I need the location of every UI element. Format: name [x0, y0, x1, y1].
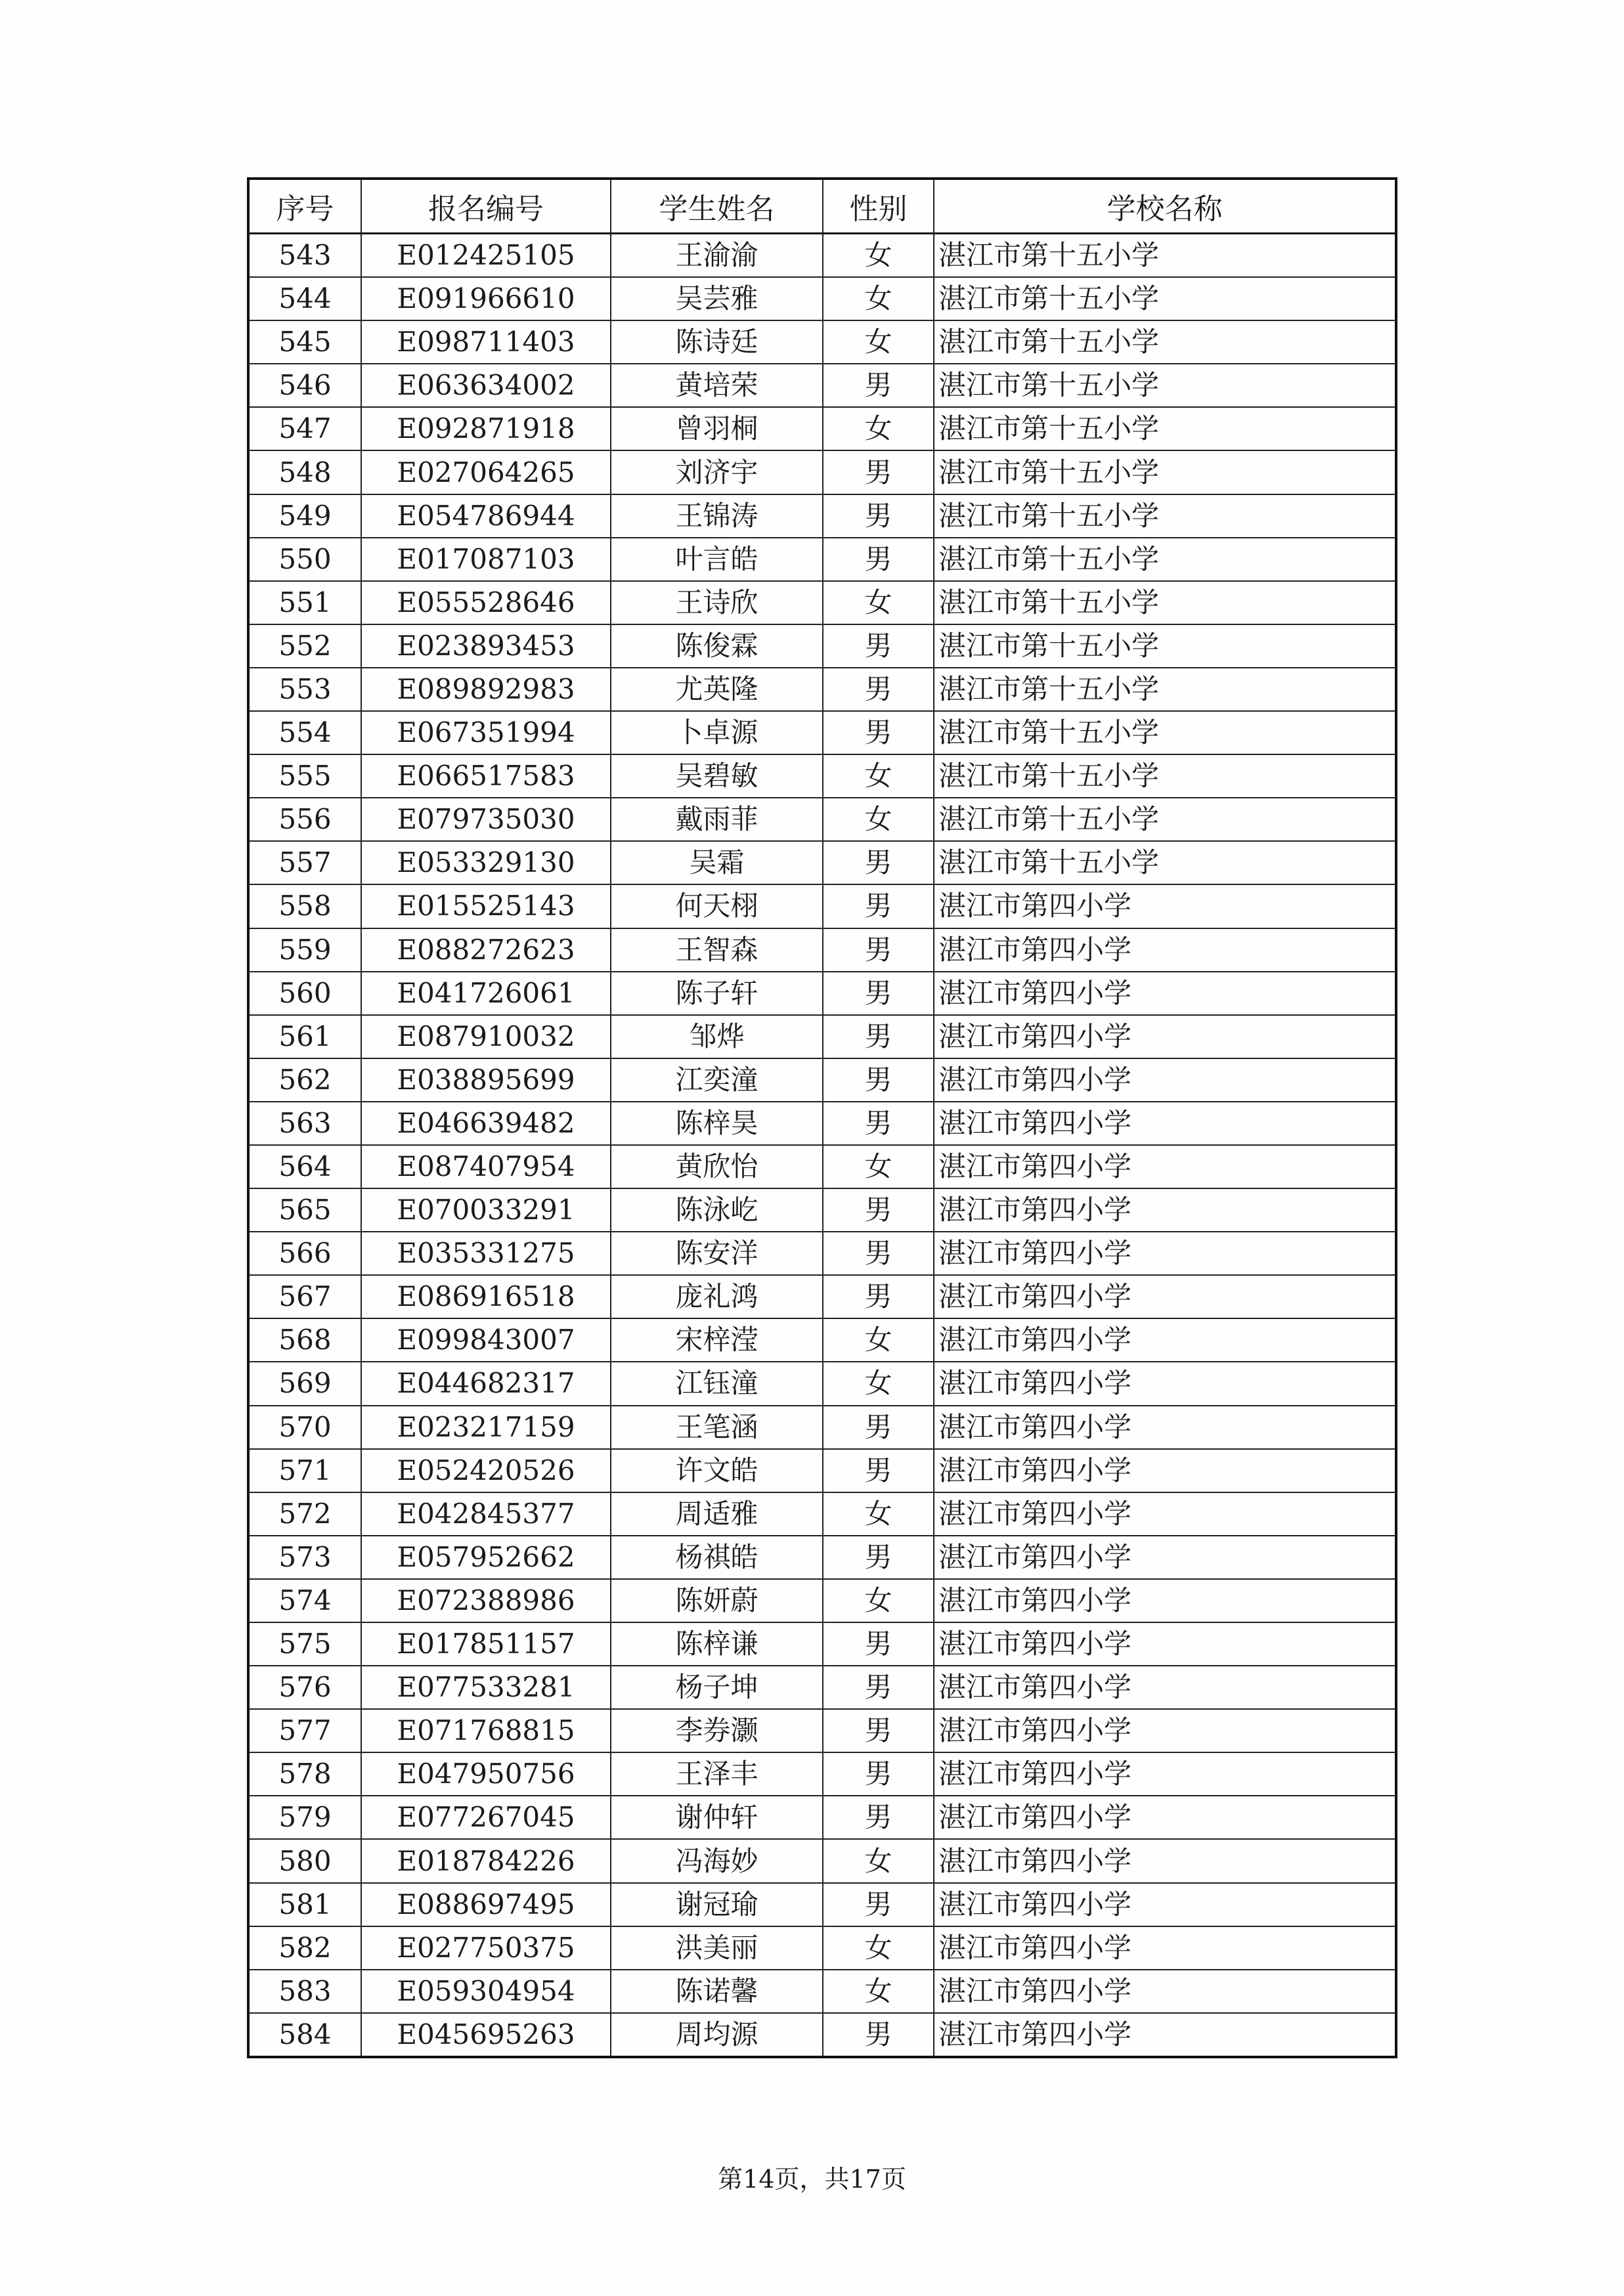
- school-name-cell: 湛江市第十五小学: [934, 711, 1396, 754]
- table-row: [248, 364, 1396, 407]
- gender-cell: 女: [823, 1926, 934, 1970]
- gender-cell: 女: [823, 581, 934, 624]
- registration-id-cell: E088272623: [361, 928, 611, 972]
- student-name-cell: 陈子轩: [611, 972, 823, 1015]
- table-row: [248, 668, 1396, 711]
- student-name-cell: 王渝渝: [611, 234, 823, 278]
- gender-cell: 男: [823, 1709, 934, 1752]
- school-name-cell: 湛江市第四小学: [934, 1102, 1396, 1145]
- student-name-cell: 周适雅: [611, 1492, 823, 1536]
- school-name-cell: 湛江市第四小学: [934, 1492, 1396, 1536]
- table-row: [248, 450, 1396, 494]
- gender-cell: 女: [823, 277, 934, 320]
- table-row: [248, 234, 1396, 278]
- table-row: [248, 1058, 1396, 1102]
- registration-id-cell: E027750375: [361, 1926, 611, 1970]
- registration-id-cell: E012425105: [361, 234, 611, 278]
- table-row: [248, 754, 1396, 798]
- serial-number-cell: 581: [248, 1883, 361, 1926]
- header-serial-number: 序号: [248, 179, 361, 234]
- student-roster-table: [247, 177, 1397, 2058]
- serial-number-cell: 556: [248, 798, 361, 841]
- school-name-cell: 湛江市第四小学: [934, 1709, 1396, 1752]
- table-row: [248, 494, 1396, 538]
- student-name-cell: 黄培荣: [611, 364, 823, 407]
- table-row: [248, 1970, 1396, 2013]
- student-name-cell: 邹烨: [611, 1015, 823, 1058]
- student-name-cell: 陈俊霖: [611, 624, 823, 668]
- registration-id-cell: E089892983: [361, 668, 611, 711]
- gender-cell: 男: [823, 1275, 934, 1318]
- registration-id-cell: E035331275: [361, 1232, 611, 1275]
- gender-cell: 男: [823, 1666, 934, 1709]
- student-name-cell: 尤英隆: [611, 668, 823, 711]
- school-name-cell: 湛江市第四小学: [934, 1970, 1396, 2013]
- school-name-cell: 湛江市第十五小学: [934, 624, 1396, 668]
- gender-cell: 女: [823, 1145, 934, 1188]
- student-name-cell: 陈安洋: [611, 1232, 823, 1275]
- serial-number-cell: 570: [248, 1406, 361, 1449]
- school-name-cell: 湛江市第四小学: [934, 1839, 1396, 1882]
- serial-number-cell: 543: [248, 234, 361, 278]
- gender-cell: 男: [823, 2013, 934, 2057]
- gender-cell: 男: [823, 1883, 934, 1926]
- table-row: [248, 1536, 1396, 1579]
- serial-number-cell: 547: [248, 407, 361, 450]
- school-name-cell: 湛江市第十五小学: [934, 407, 1396, 450]
- student-name-cell: 王泽丰: [611, 1752, 823, 1796]
- student-name-cell: 李券灏: [611, 1709, 823, 1752]
- gender-cell: 女: [823, 407, 934, 450]
- school-name-cell: 湛江市第十五小学: [934, 450, 1396, 494]
- serial-number-cell: 574: [248, 1579, 361, 1622]
- registration-id-cell: E045695263: [361, 2013, 611, 2057]
- registration-id-cell: E092871918: [361, 407, 611, 450]
- serial-number-cell: 559: [248, 928, 361, 972]
- table-row: [248, 1275, 1396, 1318]
- table-row: [248, 928, 1396, 972]
- table-row: [248, 1622, 1396, 1666]
- school-name-cell: 湛江市第十五小学: [934, 234, 1396, 278]
- student-name-cell: 许文皓: [611, 1449, 823, 1492]
- table-row: [248, 1449, 1396, 1492]
- student-name-cell: 曾羽桐: [611, 407, 823, 450]
- registration-id-cell: E038895699: [361, 1058, 611, 1102]
- gender-cell: 男: [823, 1536, 934, 1579]
- student-name-cell: 戴雨菲: [611, 798, 823, 841]
- serial-number-cell: 571: [248, 1449, 361, 1492]
- student-name-cell: 王锦涛: [611, 494, 823, 538]
- serial-number-cell: 565: [248, 1188, 361, 1232]
- registration-id-cell: E017087103: [361, 538, 611, 581]
- student-name-cell: 宋梓滢: [611, 1318, 823, 1362]
- student-name-cell: 王智森: [611, 928, 823, 972]
- table-row: [248, 884, 1396, 928]
- serial-number-cell: 582: [248, 1926, 361, 1970]
- student-name-cell: 陈妍蔚: [611, 1579, 823, 1622]
- school-name-cell: 湛江市第十五小学: [934, 581, 1396, 624]
- gender-cell: 男: [823, 928, 934, 972]
- gender-cell: 男: [823, 1449, 934, 1492]
- gender-cell: 男: [823, 1406, 934, 1449]
- table-row: [248, 1015, 1396, 1058]
- table-row: [248, 2013, 1396, 2057]
- gender-cell: 女: [823, 1839, 934, 1882]
- table-row: [248, 972, 1396, 1015]
- registration-id-cell: E054786944: [361, 494, 611, 538]
- serial-number-cell: 572: [248, 1492, 361, 1536]
- header-registration-id: 报名编号: [361, 179, 611, 234]
- table-row: [248, 1752, 1396, 1796]
- serial-number-cell: 548: [248, 450, 361, 494]
- header-school-name: 学校名称: [934, 179, 1396, 234]
- serial-number-cell: 560: [248, 972, 361, 1015]
- student-name-cell: 陈诗廷: [611, 320, 823, 364]
- table-row: [248, 1709, 1396, 1752]
- registration-id-cell: E042845377: [361, 1492, 611, 1536]
- gender-cell: 男: [823, 450, 934, 494]
- table-row: [248, 1188, 1396, 1232]
- table-row: [248, 711, 1396, 754]
- student-name-cell: 陈梓谦: [611, 1622, 823, 1666]
- serial-number-cell: 584: [248, 2013, 361, 2057]
- school-name-cell: 湛江市第四小学: [934, 1449, 1396, 1492]
- registration-id-cell: E070033291: [361, 1188, 611, 1232]
- table-row: [248, 1406, 1396, 1449]
- school-name-cell: 湛江市第四小学: [934, 1536, 1396, 1579]
- gender-cell: 男: [823, 711, 934, 754]
- student-name-cell: 刘济宇: [611, 450, 823, 494]
- school-name-cell: 湛江市第四小学: [934, 1796, 1396, 1839]
- serial-number-cell: 557: [248, 841, 361, 884]
- school-name-cell: 湛江市第四小学: [934, 884, 1396, 928]
- gender-cell: 女: [823, 798, 934, 841]
- table-row: [248, 624, 1396, 668]
- registration-id-cell: E087910032: [361, 1015, 611, 1058]
- school-name-cell: 湛江市第十五小学: [934, 494, 1396, 538]
- serial-number-cell: 550: [248, 538, 361, 581]
- registration-id-cell: E067351994: [361, 711, 611, 754]
- registration-id-cell: E071768815: [361, 1709, 611, 1752]
- student-name-cell: 谢仲轩: [611, 1796, 823, 1839]
- registration-id-cell: E087407954: [361, 1145, 611, 1188]
- gender-cell: 女: [823, 234, 934, 278]
- registration-id-cell: E041726061: [361, 972, 611, 1015]
- student-name-cell: 王笔涵: [611, 1406, 823, 1449]
- registration-id-cell: E052420526: [361, 1449, 611, 1492]
- school-name-cell: 湛江市第十五小学: [934, 841, 1396, 884]
- student-name-cell: 叶言皓: [611, 538, 823, 581]
- gender-cell: 男: [823, 1232, 934, 1275]
- registration-id-cell: E023217159: [361, 1406, 611, 1449]
- table-row: [248, 407, 1396, 450]
- registration-id-cell: E053329130: [361, 841, 611, 884]
- registration-id-cell: E044682317: [361, 1362, 611, 1405]
- serial-number-cell: 546: [248, 364, 361, 407]
- student-name-cell: 周均源: [611, 2013, 823, 2057]
- student-name-cell: 江钰潼: [611, 1362, 823, 1405]
- school-name-cell: 湛江市第四小学: [934, 1362, 1396, 1405]
- serial-number-cell: 555: [248, 754, 361, 798]
- student-name-cell: 杨祺皓: [611, 1536, 823, 1579]
- school-name-cell: 湛江市第四小学: [934, 1318, 1396, 1362]
- serial-number-cell: 553: [248, 668, 361, 711]
- student-name-cell: 吴碧敏: [611, 754, 823, 798]
- registration-id-cell: E099843007: [361, 1318, 611, 1362]
- student-name-cell: 庞礼鸿: [611, 1275, 823, 1318]
- table-row: [248, 1839, 1396, 1882]
- serial-number-cell: 564: [248, 1145, 361, 1188]
- table-row: [248, 1102, 1396, 1145]
- school-name-cell: 湛江市第四小学: [934, 1015, 1396, 1058]
- table-row: [248, 798, 1396, 841]
- school-name-cell: 湛江市第四小学: [934, 1883, 1396, 1926]
- student-name-cell: 陈梓昊: [611, 1102, 823, 1145]
- gender-cell: 男: [823, 494, 934, 538]
- school-name-cell: 湛江市第四小学: [934, 1579, 1396, 1622]
- gender-cell: 男: [823, 1015, 934, 1058]
- gender-cell: 男: [823, 1622, 934, 1666]
- gender-cell: 男: [823, 1796, 934, 1839]
- student-name-cell: 谢冠瑜: [611, 1883, 823, 1926]
- registration-id-cell: E015525143: [361, 884, 611, 928]
- student-name-cell: 冯海妙: [611, 1839, 823, 1882]
- registration-id-cell: E046639482: [361, 1102, 611, 1145]
- table-row: [248, 1232, 1396, 1275]
- table-row: [248, 1666, 1396, 1709]
- registration-id-cell: E077533281: [361, 1666, 611, 1709]
- school-name-cell: 湛江市第十五小学: [934, 538, 1396, 581]
- school-name-cell: 湛江市第四小学: [934, 928, 1396, 972]
- serial-number-cell: 563: [248, 1102, 361, 1145]
- gender-cell: 男: [823, 1752, 934, 1796]
- serial-number-cell: 578: [248, 1752, 361, 1796]
- school-name-cell: 湛江市第四小学: [934, 1145, 1396, 1188]
- gender-cell: 女: [823, 1970, 934, 2013]
- gender-cell: 男: [823, 972, 934, 1015]
- registration-id-cell: E086916518: [361, 1275, 611, 1318]
- table-row: [248, 841, 1396, 884]
- gender-cell: 女: [823, 320, 934, 364]
- registration-id-cell: E057952662: [361, 1536, 611, 1579]
- serial-number-cell: 566: [248, 1232, 361, 1275]
- school-name-cell: 湛江市第四小学: [934, 1666, 1396, 1709]
- student-name-cell: 黄欣怡: [611, 1145, 823, 1188]
- school-name-cell: 湛江市第十五小学: [934, 668, 1396, 711]
- registration-id-cell: E063634002: [361, 364, 611, 407]
- header-student-name: 学生姓名: [611, 179, 823, 234]
- gender-cell: 女: [823, 1318, 934, 1362]
- table-row: [248, 1796, 1396, 1839]
- page-number: 第14页，共17页: [718, 2165, 906, 2194]
- registration-id-cell: E088697495: [361, 1883, 611, 1926]
- gender-cell: 女: [823, 1492, 934, 1536]
- table-row: [248, 1883, 1396, 1926]
- student-name-cell: 江奕潼: [611, 1058, 823, 1102]
- student-name-cell: 何天栩: [611, 884, 823, 928]
- gender-cell: 女: [823, 754, 934, 798]
- student-name-cell: 卜卓源: [611, 711, 823, 754]
- gender-cell: 男: [823, 1102, 934, 1145]
- student-name-cell: 吴芸雅: [611, 277, 823, 320]
- serial-number-cell: 554: [248, 711, 361, 754]
- serial-number-cell: 568: [248, 1318, 361, 1362]
- school-name-cell: 湛江市第十五小学: [934, 277, 1396, 320]
- student-name-cell: 王诗欣: [611, 581, 823, 624]
- table-row: [248, 1145, 1396, 1188]
- gender-cell: 男: [823, 1058, 934, 1102]
- table-row: [248, 1318, 1396, 1362]
- school-name-cell: 湛江市第四小学: [934, 972, 1396, 1015]
- student-name-cell: 陈诺馨: [611, 1970, 823, 2013]
- gender-cell: 男: [823, 884, 934, 928]
- registration-id-cell: E072388986: [361, 1579, 611, 1622]
- table-row: [248, 277, 1396, 320]
- registration-id-cell: E079735030: [361, 798, 611, 841]
- school-name-cell: 湛江市第十五小学: [934, 320, 1396, 364]
- student-name-cell: 杨子坤: [611, 1666, 823, 1709]
- registration-id-cell: E027064265: [361, 450, 611, 494]
- student-name-cell: 陈泳屹: [611, 1188, 823, 1232]
- table-row: [248, 1926, 1396, 1970]
- gender-cell: 男: [823, 841, 934, 884]
- serial-number-cell: 562: [248, 1058, 361, 1102]
- serial-number-cell: 580: [248, 1839, 361, 1882]
- table-row: [248, 1492, 1396, 1536]
- table-body: [248, 234, 1396, 2057]
- school-name-cell: 湛江市第四小学: [934, 2013, 1396, 2057]
- serial-number-cell: 544: [248, 277, 361, 320]
- school-name-cell: 湛江市第四小学: [934, 1752, 1396, 1796]
- gender-cell: 男: [823, 1188, 934, 1232]
- table-header-row: [248, 179, 1396, 234]
- serial-number-cell: 549: [248, 494, 361, 538]
- registration-id-cell: E091966610: [361, 277, 611, 320]
- school-name-cell: 湛江市第十五小学: [934, 754, 1396, 798]
- student-name-cell: 洪美丽: [611, 1926, 823, 1970]
- school-name-cell: 湛江市第四小学: [934, 1232, 1396, 1275]
- serial-number-cell: 545: [248, 320, 361, 364]
- serial-number-cell: 576: [248, 1666, 361, 1709]
- school-name-cell: 湛江市第四小学: [934, 1406, 1396, 1449]
- serial-number-cell: 551: [248, 581, 361, 624]
- registration-id-cell: E077267045: [361, 1796, 611, 1839]
- gender-cell: 男: [823, 624, 934, 668]
- registration-id-cell: E055528646: [361, 581, 611, 624]
- gender-cell: 男: [823, 668, 934, 711]
- serial-number-cell: 583: [248, 1970, 361, 2013]
- school-name-cell: 湛江市第四小学: [934, 1622, 1396, 1666]
- school-name-cell: 湛江市第四小学: [934, 1058, 1396, 1102]
- gender-cell: 女: [823, 1579, 934, 1622]
- serial-number-cell: 569: [248, 1362, 361, 1405]
- school-name-cell: 湛江市第四小学: [934, 1188, 1396, 1232]
- gender-cell: 男: [823, 364, 934, 407]
- registration-id-cell: E017851157: [361, 1622, 611, 1666]
- registration-id-cell: E023893453: [361, 624, 611, 668]
- serial-number-cell: 552: [248, 624, 361, 668]
- serial-number-cell: 577: [248, 1709, 361, 1752]
- table-row: [248, 1362, 1396, 1405]
- school-name-cell: 湛江市第四小学: [934, 1275, 1396, 1318]
- registration-id-cell: E018784226: [361, 1839, 611, 1882]
- serial-number-cell: 567: [248, 1275, 361, 1318]
- gender-cell: 男: [823, 538, 934, 581]
- serial-number-cell: 558: [248, 884, 361, 928]
- serial-number-cell: 561: [248, 1015, 361, 1058]
- serial-number-cell: 579: [248, 1796, 361, 1839]
- table-row: [248, 538, 1396, 581]
- table-row: [248, 320, 1396, 364]
- serial-number-cell: 575: [248, 1622, 361, 1666]
- student-name-cell: 吴霜: [611, 841, 823, 884]
- school-name-cell: 湛江市第十五小学: [934, 798, 1396, 841]
- serial-number-cell: 573: [248, 1536, 361, 1579]
- school-name-cell: 湛江市第十五小学: [934, 364, 1396, 407]
- registration-id-cell: E098711403: [361, 320, 611, 364]
- registration-id-cell: E066517583: [361, 754, 611, 798]
- registration-id-cell: E059304954: [361, 1970, 611, 2013]
- header-gender: 性别: [823, 179, 934, 234]
- table-row: [248, 1579, 1396, 1622]
- registration-id-cell: E047950756: [361, 1752, 611, 1796]
- school-name-cell: 湛江市第四小学: [934, 1926, 1396, 1970]
- table-row: [248, 581, 1396, 624]
- gender-cell: 女: [823, 1362, 934, 1405]
